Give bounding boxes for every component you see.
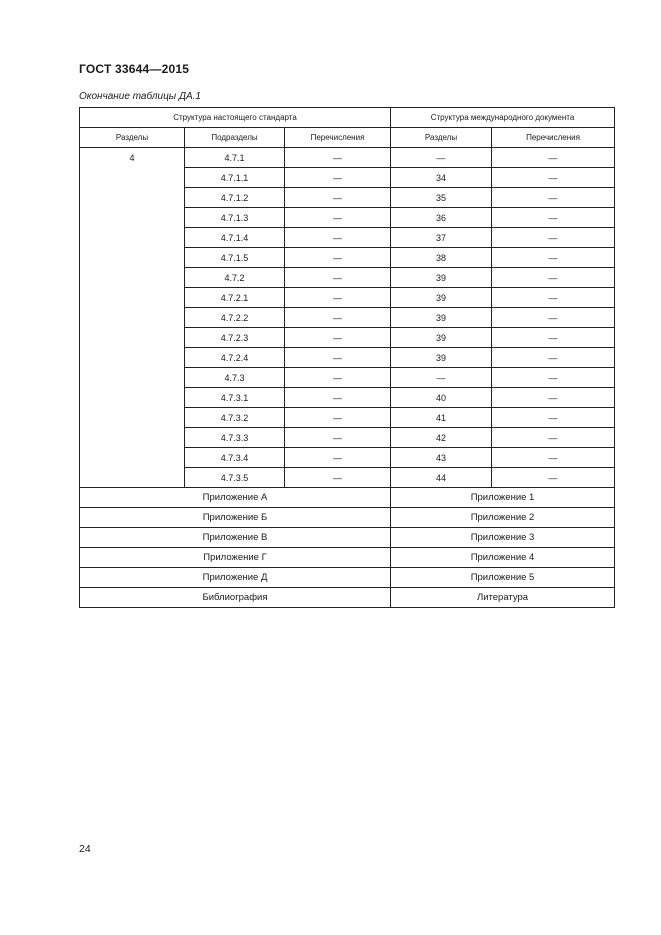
intl-enumeration-cell: — [492, 428, 615, 448]
intl-section-cell: 40 [391, 388, 492, 408]
enumeration-cell: — [285, 268, 391, 288]
intl-section-cell: — [391, 368, 492, 388]
intl-enumeration-cell: — [492, 188, 615, 208]
intl-enumeration-cell: — [492, 208, 615, 228]
subsection-cell: 4.7.2 [185, 268, 285, 288]
appendix-this-standard-cell: Приложение Г [80, 548, 391, 568]
intl-enumeration-cell: — [492, 168, 615, 188]
intl-section-cell: 39 [391, 348, 492, 368]
intl-enumeration-cell: — [492, 248, 615, 268]
enumeration-cell: — [285, 288, 391, 308]
enumeration-cell: — [285, 148, 391, 168]
subsection-cell: 4.7.1.3 [185, 208, 285, 228]
enumeration-cell: — [285, 188, 391, 208]
subsection-cell: 4.7.1 [185, 148, 285, 168]
appendix-row [80, 488, 615, 508]
correspondence-table [79, 107, 615, 608]
intl-section-cell: 39 [391, 268, 492, 288]
intl-section-cell: 42 [391, 428, 492, 448]
group-header-row [80, 108, 615, 128]
appendix-intl-document-cell: Приложение 1 [391, 488, 615, 508]
appendix-this-standard-cell: Приложение А [80, 488, 391, 508]
column-header-intl-sections: Разделы [391, 128, 492, 148]
appendix-row [80, 568, 615, 588]
subsection-cell: 4.7.3.1 [185, 388, 285, 408]
intl-section-cell: 35 [391, 188, 492, 208]
intl-section-cell: 34 [391, 168, 492, 188]
appendix-this-standard-cell: Приложение В [80, 528, 391, 548]
column-header-enumerations: Перечисления [285, 128, 391, 148]
appendix-intl-document-cell: Приложение 2 [391, 508, 615, 528]
subsection-cell: 4.7.3.4 [185, 448, 285, 468]
appendix-row [80, 508, 615, 528]
table-row [80, 148, 615, 168]
page-number: 24 [79, 843, 91, 855]
appendix-intl-document-cell: Приложение 4 [391, 548, 615, 568]
appendix-intl-document-cell: Приложение 5 [391, 568, 615, 588]
intl-enumeration-cell: — [492, 388, 615, 408]
intl-enumeration-cell: — [492, 408, 615, 428]
enumeration-cell: — [285, 428, 391, 448]
intl-enumeration-cell: — [492, 468, 615, 488]
intl-section-cell: 39 [391, 288, 492, 308]
subsection-cell: 4.7.2.4 [185, 348, 285, 368]
intl-section-cell: — [391, 148, 492, 168]
subsection-cell: 4.7.1.4 [185, 228, 285, 248]
subsection-cell: 4.7.2.2 [185, 308, 285, 328]
subsection-cell: 4.7.3.2 [185, 408, 285, 428]
subsection-cell: 4.7.2.1 [185, 288, 285, 308]
group-header-this-standard: Структура настоящего стандарта [80, 108, 391, 128]
appendix-intl-document-cell: Литература [391, 588, 615, 608]
subsection-cell: 4.7.2.3 [185, 328, 285, 348]
intl-enumeration-cell: — [492, 448, 615, 468]
intl-enumeration-cell: — [492, 308, 615, 328]
enumeration-cell: — [285, 168, 391, 188]
intl-section-cell: 39 [391, 328, 492, 348]
intl-section-cell: 39 [391, 308, 492, 328]
enumeration-cell: — [285, 328, 391, 348]
subsection-cell: 4.7.1.1 [185, 168, 285, 188]
appendix-this-standard-cell: Приложение Д [80, 568, 391, 588]
intl-section-cell: 44 [391, 468, 492, 488]
enumeration-cell: — [285, 408, 391, 428]
intl-section-cell: 37 [391, 228, 492, 248]
column-header-sections: Разделы [80, 128, 185, 148]
appendix-row [80, 528, 615, 548]
enumeration-cell: — [285, 448, 391, 468]
enumeration-cell: — [285, 228, 391, 248]
subsection-cell: 4.7.3.5 [185, 468, 285, 488]
subsection-cell: 4.7.1.2 [185, 188, 285, 208]
intl-enumeration-cell: — [492, 328, 615, 348]
enumeration-cell: — [285, 468, 391, 488]
intl-enumeration-cell: — [492, 228, 615, 248]
intl-section-cell: 38 [391, 248, 492, 268]
intl-enumeration-cell: — [492, 288, 615, 308]
appendix-this-standard-cell: Приложение Б [80, 508, 391, 528]
intl-enumeration-cell: — [492, 148, 615, 168]
column-header-intl-enumerations: Перечисления [492, 128, 615, 148]
enumeration-cell: — [285, 368, 391, 388]
section-number-cell: 4 [80, 148, 185, 488]
enumeration-cell: — [285, 388, 391, 408]
intl-section-cell: 41 [391, 408, 492, 428]
appendix-row [80, 588, 615, 608]
intl-enumeration-cell: — [492, 268, 615, 288]
appendix-row [80, 548, 615, 568]
enumeration-cell: — [285, 308, 391, 328]
intl-section-cell: 43 [391, 448, 492, 468]
group-header-international-document: Структура международного документа [391, 108, 615, 128]
intl-enumeration-cell: — [492, 368, 615, 388]
column-header-row [80, 128, 615, 148]
subsection-cell: 4.7.3.3 [185, 428, 285, 448]
subsection-cell: 4.7.1.5 [185, 248, 285, 268]
table-caption: Окончание таблицы ДА.1 [79, 91, 201, 102]
intl-enumeration-cell: — [492, 348, 615, 368]
intl-section-cell: 36 [391, 208, 492, 228]
enumeration-cell: — [285, 208, 391, 228]
enumeration-cell: — [285, 348, 391, 368]
enumeration-cell: — [285, 248, 391, 268]
appendix-intl-document-cell: Приложение 3 [391, 528, 615, 548]
document-id: ГОСТ 33644—2015 [79, 62, 190, 76]
column-header-subsections: Подразделы [185, 128, 285, 148]
subsection-cell: 4.7.3 [185, 368, 285, 388]
appendix-this-standard-cell: Библиография [80, 588, 391, 608]
